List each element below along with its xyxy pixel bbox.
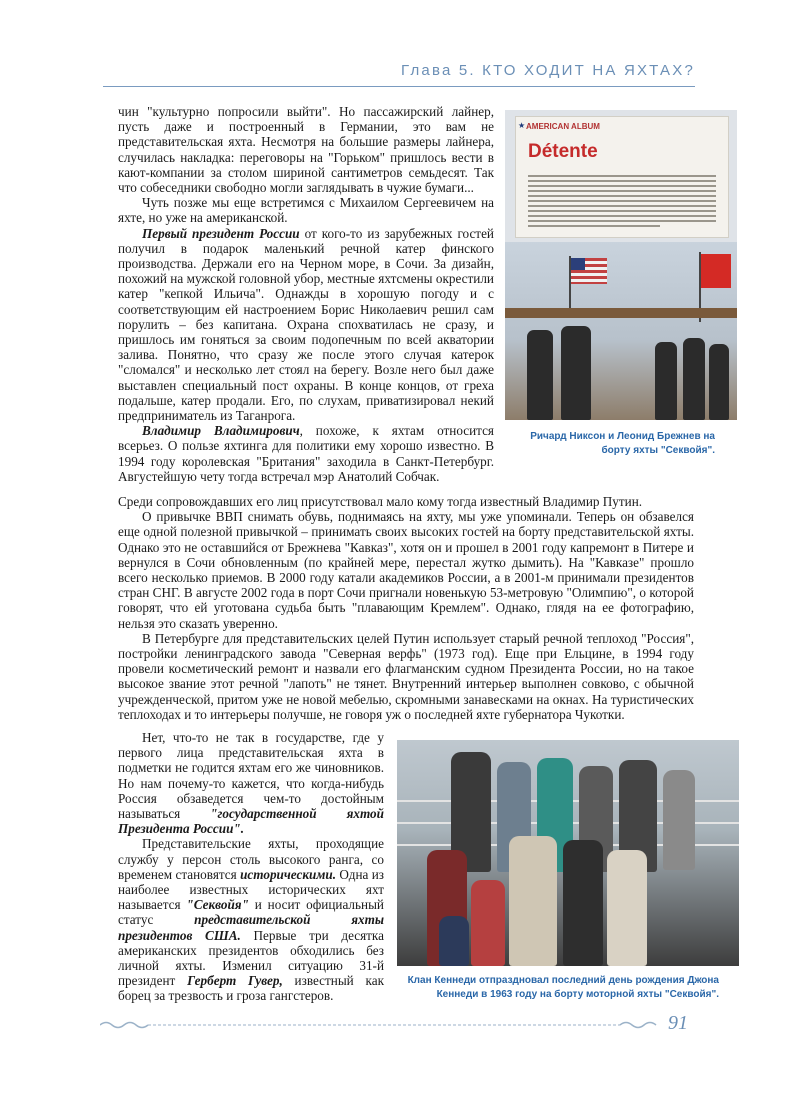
paragraph [118, 730, 384, 836]
photo-caption: Ричард Никсон и Леонид Брежнев на борту яхты "Секвойя". [530, 431, 715, 456]
soviet-flag-icon [701, 254, 731, 288]
emphasis: представительской яхты президентов США. [118, 912, 384, 943]
paragraph-text: Представительские яхты, проходящие службу у персон столь высокого ранга, со временем становятся [118, 836, 384, 882]
paragraph [118, 836, 384, 1003]
paragraph-text: от кого-то из зарубежных гостей получил в подарок маленький речной катер финского производства. Держали его на Черном море, в Сочи. За дизайн, похожий на мужской головной убор, местные яхтсмены окрестили катер "кепкой Ильича". Однажды в хорошую погоду и с соответствующим ей настроением Борис Николаевич решил сам порулить – без капитана. Охрана спохватилась не сразу, и пришлось им гоняться за своим подопечным по всей акватории залива. Понятно, что сразу же после этого случая катерок "сломался" и несколько лет стоял на берегу. Возле него был даже выставлен специальный пост охраны. В конце концов, от греха подальше, катер продали. Его, по слухам, приватизировал некий предприниматель из Таганрога. [118, 225, 494, 424]
rope-ornament [100, 1018, 660, 1032]
yacht-deck-scene [505, 242, 737, 420]
header-rule [103, 86, 695, 87]
paragraph [118, 423, 494, 484]
paragraph-text: Одна из наиболее известных исторических яхт называется [118, 866, 384, 913]
clipping-brand: AMERICAN ALBUM [526, 122, 600, 131]
paragraph-text: известный как борец за трезвость и гроза гангстеров. [118, 973, 384, 1004]
photo-caption: Клан Кеннеди отпраздновал последний день рождения Джона Кеннеди в 1963 году на борту моторной яхты "Секвойя". [407, 975, 719, 1000]
paragraph-text: Нет, что-то не так в государстве, где у первого лица представительская яхта в подметки не годится яхтам его же чиновников. Но нам почему-то кажется, что когда-нибудь Россия обзаведется чем-то достойным называться [118, 730, 384, 822]
emphasis: Первый президент России [142, 225, 300, 241]
emphasis: "государственной яхтой Президента России". [118, 806, 384, 837]
text-column-top [118, 104, 494, 484]
clipping-headline: Détente [528, 141, 598, 162]
paragraph: О привычке ВВП снимать обувь, поднимаясь на яхту, мы уже упоминали. Теперь он обзавелся еще одной полезной привычкой – принимать своих высоких гостей на борту представительской яхты. Однако это не оставшийся от Брежнева "Кавказ", хотя он и прошел в 2001 году капремонт в Питере и вернулся в Сочи обновленным (по крайней мере, перестал жутко дымить). На "Кавказе" прошло всего несколько приемов. В 2000 году катали академиков России, а в 2001-м принимали президентов стран СНГ. В августе 2002 года в порт Сочи пригнали новенькую 53-метровую "Олимпию", о которой говорят, что ей уготована судьба быть "плавающим Кремлем". Однако, глядя на ее фотографию, нельзя это сказать уверенно. [118, 509, 694, 631]
paragraph: В Петербурге для представительских целей Путин использует старый речной теплоход "Россия", постройки ленинградского завода "Северная верфь" (1973 год). Еще при Ельцине, в 1994 году провели косметический ремонт и назвали его флагманским судном Президента России, но на такое высокое звание этот речной "лапоть" не тянет. Внутренний интерьер выполнен совковo, с обычной учрежденческой, притом уже не новой мебелью, скромными занавесками на окнах. На туристических теплоходах и то интерьеры получше, не говоря уж о последней яхте губернатора Чукотки. [118, 630, 694, 722]
photo-nixon-brezhnev [505, 110, 737, 420]
emphasis: историческими. [240, 866, 337, 882]
paragraph-text: и носит официальный статус [118, 897, 384, 928]
clipping-text-lines [528, 175, 716, 230]
page-number: 91 [668, 1012, 688, 1034]
emphasis: "Секвойя" [186, 897, 249, 913]
text-column-bottom [118, 730, 384, 1004]
railing [505, 308, 737, 318]
us-flag-icon [571, 258, 607, 284]
paragraph: чин "культурно попросили выйти". Но пассажирский лайнер, пусть даже и построенный в Германии, это вам не представительская яхта. Несмотря на большие размеры лайнера, случилась накладка: переговоры на "Горьком" пришлось вести в кают-компании за столом шириной сантиметров семьдесят. Так что собеседники свободно могли заглядывать в чужие бумаги... [118, 104, 494, 196]
text-full-width [118, 494, 694, 722]
paragraph-text: Первые три десятка американских президентов обходились без личной яхты. Изменил ситуацию 31-й президент [118, 927, 384, 989]
emphasis: Владимир Владимирович [142, 423, 300, 439]
paragraph-text: , похоже, к яхтам относится всерьез. О пользе яхтинга для политики ему хорошо известно. В 1994 году королевская "Британия" заходила в Санкт-Петербург. Августейшую чету тогда встречал мэр Анатолий Собчак. [118, 423, 495, 484]
paragraph [118, 226, 494, 424]
magazine-clipping [515, 116, 729, 238]
chapter-title: Глава 5. КТО ХОДИТ НА ЯХТАХ? [401, 62, 695, 79]
star-icon: ★ [518, 121, 526, 130]
paragraph: Среди сопровождавших его лиц присутствовал мало кому тогда известный Владимир Путин. [118, 494, 643, 509]
photo-kennedy-clan [397, 740, 739, 966]
paragraph: Чуть позже мы еще встретимся с Михаилом Сергеевичем на яхте, но уже на американской. [118, 195, 494, 226]
page-header [103, 62, 695, 84]
emphasis: Герберт Гувер, [187, 973, 283, 989]
